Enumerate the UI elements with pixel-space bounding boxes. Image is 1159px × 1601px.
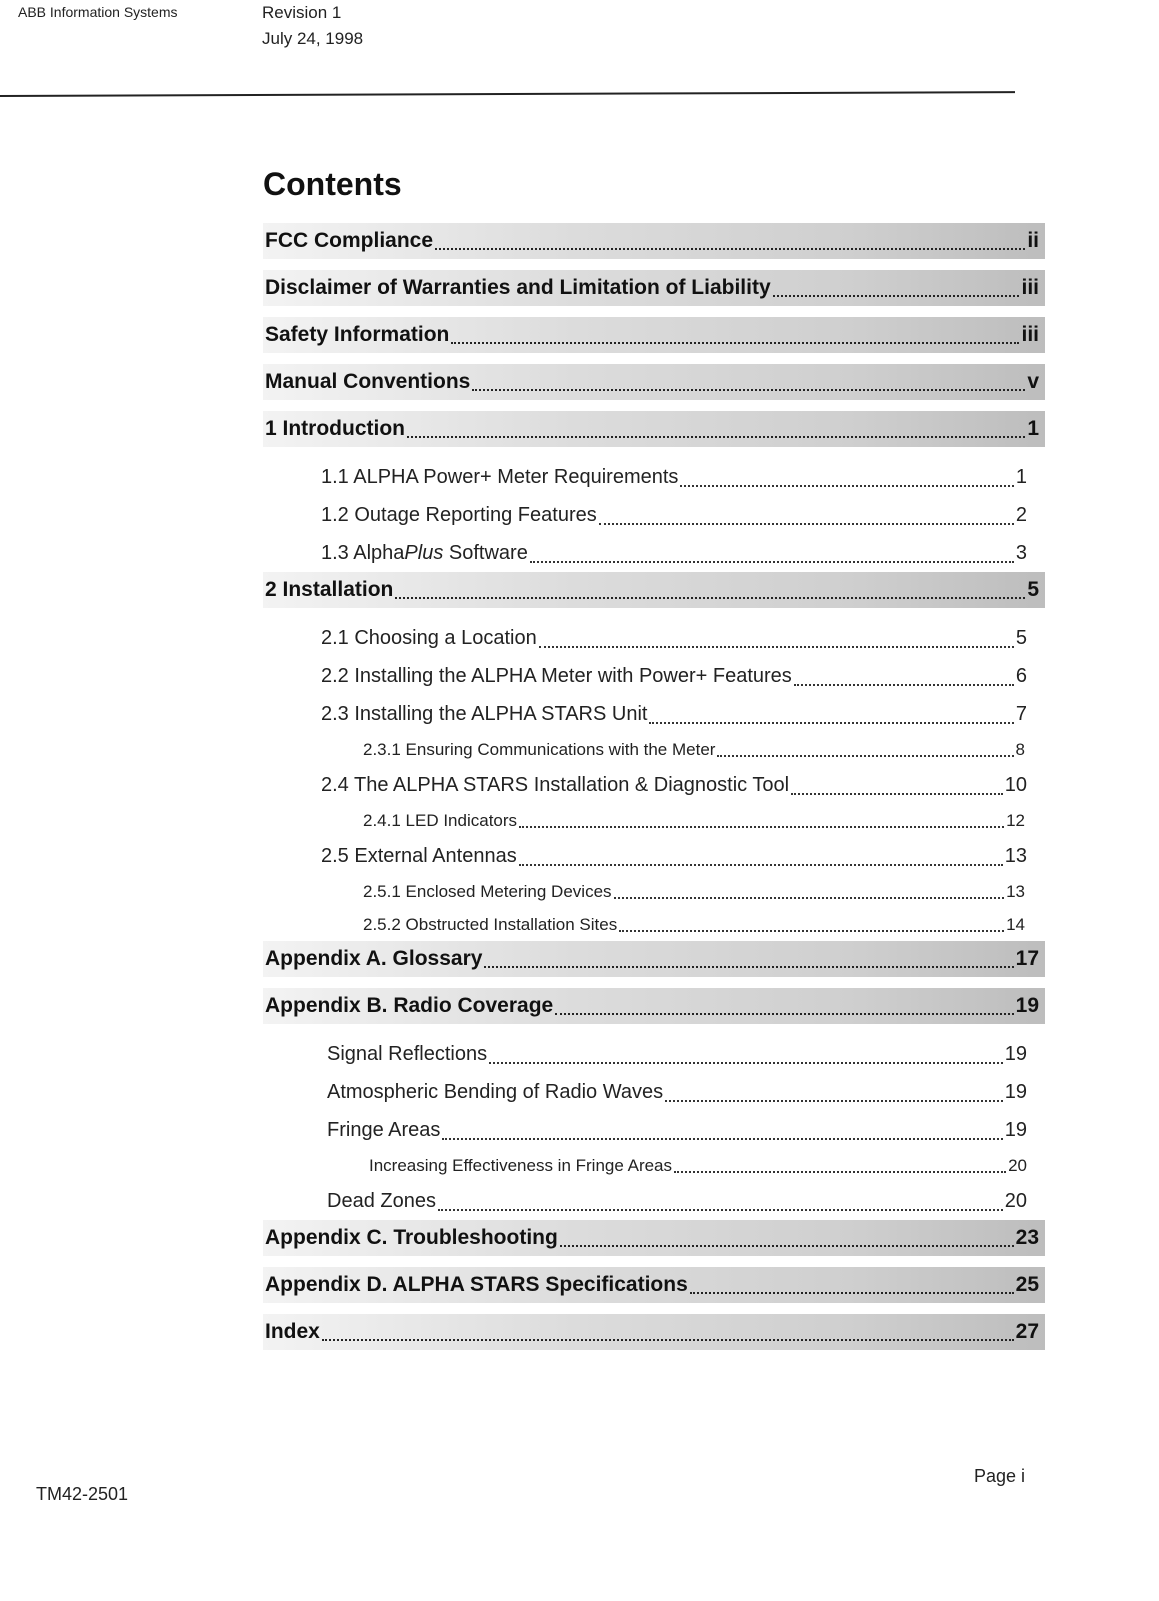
toc-entry-label: Manual Conventions [265, 370, 471, 393]
toc-entry-page: 3 [1015, 542, 1027, 564]
toc-entry-page: 6 [1015, 665, 1027, 687]
dot-leader [614, 897, 1005, 899]
toc-entry-page: 19 [1004, 1081, 1027, 1103]
toc-entry[interactable] [263, 1149, 1045, 1182]
toc-entry-page: 17 [1015, 947, 1039, 970]
toc-entry-label: 2.5 External Antennas [321, 845, 517, 867]
dot-leader [690, 1292, 1014, 1294]
dot-leader [451, 342, 1019, 344]
toc-entry-label: 1.3 AlphaPlus Software [321, 542, 528, 564]
toc-entry-label: Index [265, 1320, 320, 1343]
toc-entry[interactable] [263, 1314, 1045, 1350]
toc-entry[interactable] [263, 804, 1045, 837]
toc-entry-page: 19 [1015, 994, 1039, 1017]
toc-entry-label: 1.2 Outage Reporting Features [321, 504, 597, 526]
page-title: Contents [263, 166, 402, 202]
toc-entry-page: 12 [1006, 811, 1025, 830]
dot-leader [442, 1138, 1002, 1140]
toc-entry[interactable] [263, 364, 1045, 400]
dot-leader [791, 793, 1003, 795]
dot-leader [395, 597, 1025, 599]
dot-leader [438, 1209, 1003, 1211]
revision-label: Revision 1 [262, 3, 342, 22]
document-id: TM42-2501 [36, 1484, 129, 1504]
toc-entry[interactable] [263, 1267, 1045, 1303]
dot-leader [649, 722, 1013, 724]
toc-entry-page: ii [1027, 229, 1039, 252]
toc-entry[interactable] [263, 223, 1045, 259]
toc-entry[interactable] [263, 1111, 1045, 1149]
dot-leader [484, 966, 1013, 968]
toc-entry-label: 1 Introduction [265, 417, 405, 440]
dot-leader [519, 864, 1003, 866]
toc-entry-page: 2 [1015, 504, 1027, 526]
toc-entry-label: Increasing Effectiveness in Fringe Areas [369, 1156, 673, 1175]
toc-entry[interactable] [263, 766, 1045, 804]
toc-entry-label: 2.5.2 Obstructed Installation Sites [363, 915, 618, 934]
toc-entry[interactable] [263, 496, 1045, 534]
dot-leader [530, 561, 1014, 563]
dot-leader [519, 826, 1004, 828]
dot-leader [435, 248, 1025, 250]
toc-entry-label: Appendix B. Radio Coverage [265, 994, 554, 1017]
toc-entry[interactable] [263, 908, 1045, 941]
toc-entry-page: 1 [1015, 466, 1027, 488]
dot-leader [599, 523, 1014, 525]
toc-entry-page: iii [1021, 323, 1039, 346]
toc-entry-label: 2.5.1 Enclosed Metering Devices [363, 882, 612, 901]
toc-entry-label: 2 Installation [265, 578, 394, 601]
toc-entry-label: 1.1 ALPHA Power+ Meter Requirements [321, 466, 679, 488]
dot-leader [674, 1171, 1006, 1173]
toc-entry-page: 5 [1015, 627, 1027, 649]
dot-leader [665, 1100, 1003, 1102]
toc-entry[interactable] [263, 988, 1045, 1024]
toc-entry[interactable] [263, 411, 1045, 447]
toc-entry-label: Fringe Areas [327, 1119, 441, 1141]
toc-entry[interactable] [263, 1073, 1045, 1111]
toc-entry[interactable] [263, 875, 1045, 908]
toc-entry-page: 19 [1004, 1119, 1027, 1141]
toc-entry[interactable] [263, 941, 1045, 977]
toc-entry[interactable] [263, 270, 1045, 306]
dot-leader [539, 646, 1014, 648]
toc-entry[interactable] [263, 572, 1045, 608]
toc-entry-page: 20 [1008, 1156, 1027, 1175]
toc-entry-label: 2.3.1 Ensuring Communications with the Meter [363, 740, 716, 759]
dot-leader [472, 389, 1025, 391]
toc-entry[interactable] [263, 534, 1045, 572]
toc-entry[interactable] [263, 733, 1045, 766]
header-rule [0, 91, 1015, 97]
dot-leader [794, 684, 1014, 686]
toc-entry[interactable] [263, 695, 1045, 733]
table-of-contents [263, 223, 1045, 1361]
toc-entry[interactable] [263, 837, 1045, 875]
toc-entry-page: 1 [1027, 417, 1039, 440]
dot-leader [773, 295, 1020, 297]
toc-entry-label: Disclaimer of Warranties and Limitation of Liability [265, 276, 771, 299]
dot-leader [555, 1013, 1013, 1015]
dot-leader [619, 930, 1004, 932]
toc-entry[interactable] [263, 619, 1045, 657]
toc-entry-page: 8 [1015, 740, 1025, 759]
revision-date: July 24, 1998 [262, 29, 364, 48]
toc-entry-page: 13 [1006, 882, 1025, 901]
toc-entry[interactable] [263, 657, 1045, 695]
toc-entry[interactable] [263, 1182, 1045, 1220]
toc-entry[interactable] [263, 458, 1045, 496]
toc-entry[interactable] [263, 1220, 1045, 1256]
toc-entry-label: Appendix C. Troubleshooting [265, 1226, 558, 1249]
toc-entry-label: Appendix D. ALPHA STARS Specifications [265, 1273, 688, 1296]
toc-entry-label: 2.2 Installing the ALPHA Meter with Power+ Features [321, 665, 792, 687]
toc-entry-page: 7 [1015, 703, 1027, 725]
revision-block [262, 0, 363, 52]
dot-leader [717, 755, 1013, 757]
toc-entry[interactable] [263, 317, 1045, 353]
toc-entry-label: Safety Information [265, 323, 450, 346]
page-number: Page i [974, 1466, 1026, 1486]
toc-entry-page: 13 [1004, 845, 1027, 867]
toc-entry-page: 10 [1004, 774, 1027, 796]
toc-entry-label: FCC Compliance [265, 229, 434, 252]
toc-entry[interactable] [263, 1035, 1045, 1073]
dot-leader [489, 1062, 1003, 1064]
toc-entry-label: 2.4.1 LED Indicators [363, 811, 518, 830]
toc-entry-page: 23 [1015, 1226, 1039, 1249]
toc-entry-page: 19 [1004, 1043, 1027, 1065]
toc-entry-label: Atmospheric Bending of Radio Waves [327, 1081, 664, 1103]
toc-entry-page: 25 [1015, 1273, 1039, 1296]
toc-entry-label: 2.4 The ALPHA STARS Installation & Diagnostic Tool [321, 774, 790, 796]
toc-entry-page: 14 [1006, 915, 1025, 934]
toc-entry-label: Signal Reflections [327, 1043, 488, 1065]
dot-leader [407, 436, 1025, 438]
company-name: ABB Information Systems [18, 4, 178, 20]
dot-leader [322, 1339, 1014, 1341]
toc-entry-label: 2.3 Installing the ALPHA STARS Unit [321, 703, 648, 725]
toc-entry-page: 27 [1015, 1320, 1039, 1343]
toc-entry-label: 2.1 Choosing a Location [321, 627, 537, 649]
toc-entry-page: v [1027, 370, 1039, 393]
toc-entry-label: Dead Zones [327, 1190, 436, 1212]
toc-entry-page: iii [1021, 276, 1039, 299]
toc-entry-page: 20 [1004, 1190, 1027, 1212]
toc-entry-label: Appendix A. Glossary [265, 947, 483, 970]
toc-entry-page: 5 [1027, 578, 1039, 601]
dot-leader [680, 485, 1013, 487]
dot-leader [560, 1245, 1014, 1247]
